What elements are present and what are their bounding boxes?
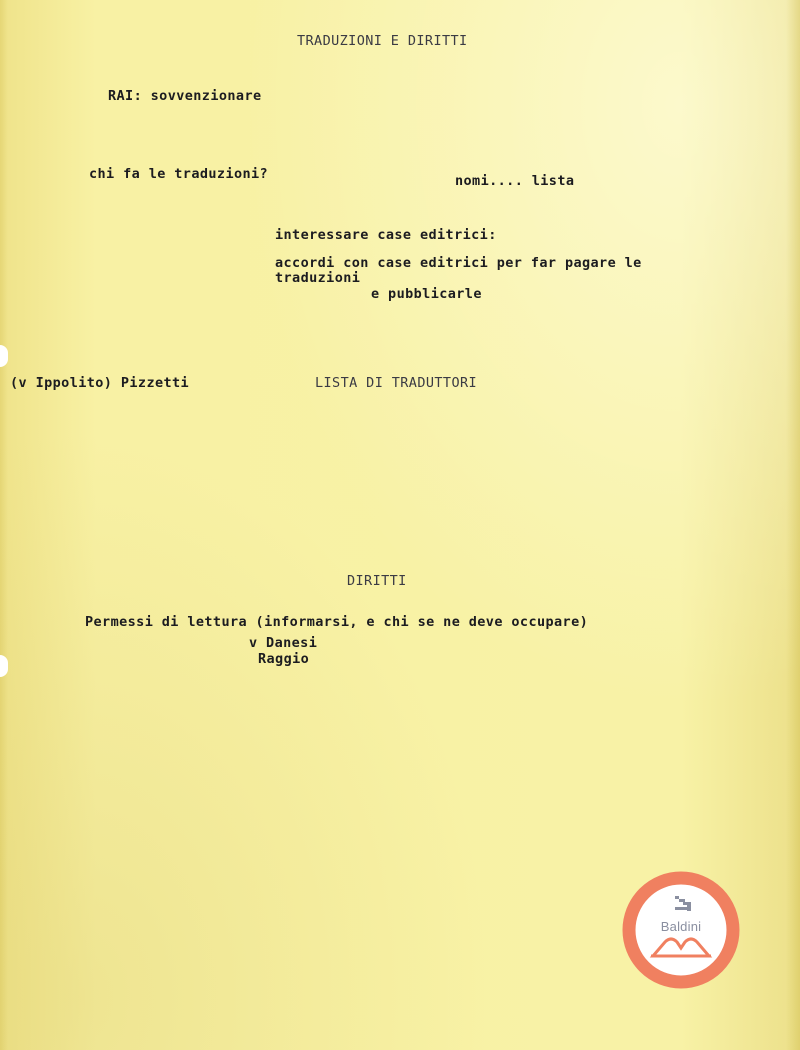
agreements-line-1: accordi con case editrici per far pagare le: [275, 255, 642, 271]
permissions-note: Permessi di lettura (informarsi, e chi se ne deve occupare): [85, 614, 589, 630]
library-stamp-icon: [621, 870, 741, 990]
translators-list-note: LISTA DI TRADUTTORI: [315, 375, 478, 391]
rights-heading: DIRITTI: [347, 573, 407, 589]
rai-note: RAI: sovvenzionare: [108, 88, 262, 104]
contact-danesi: v Danesi: [249, 635, 318, 651]
person-reference: (v Ippolito) Pizzetti: [10, 375, 190, 391]
translators-question: chi fa le traduzioni?: [89, 166, 269, 182]
agreements-line-2: traduzioni: [275, 270, 361, 286]
contact-raggio: Raggio: [258, 651, 310, 667]
publishers-note: interessare case editrici:: [275, 227, 497, 243]
page-heading: TRADUZIONI E DIRITTI: [297, 33, 468, 49]
paper-edge-right: [786, 0, 800, 1050]
names-list-note: nomi.... lista: [455, 173, 575, 189]
stamp-label: Baldini: [660, 919, 702, 934]
agreements-line-3: e pubblicarle: [371, 286, 482, 302]
paper-edge-left: [0, 0, 8, 1050]
